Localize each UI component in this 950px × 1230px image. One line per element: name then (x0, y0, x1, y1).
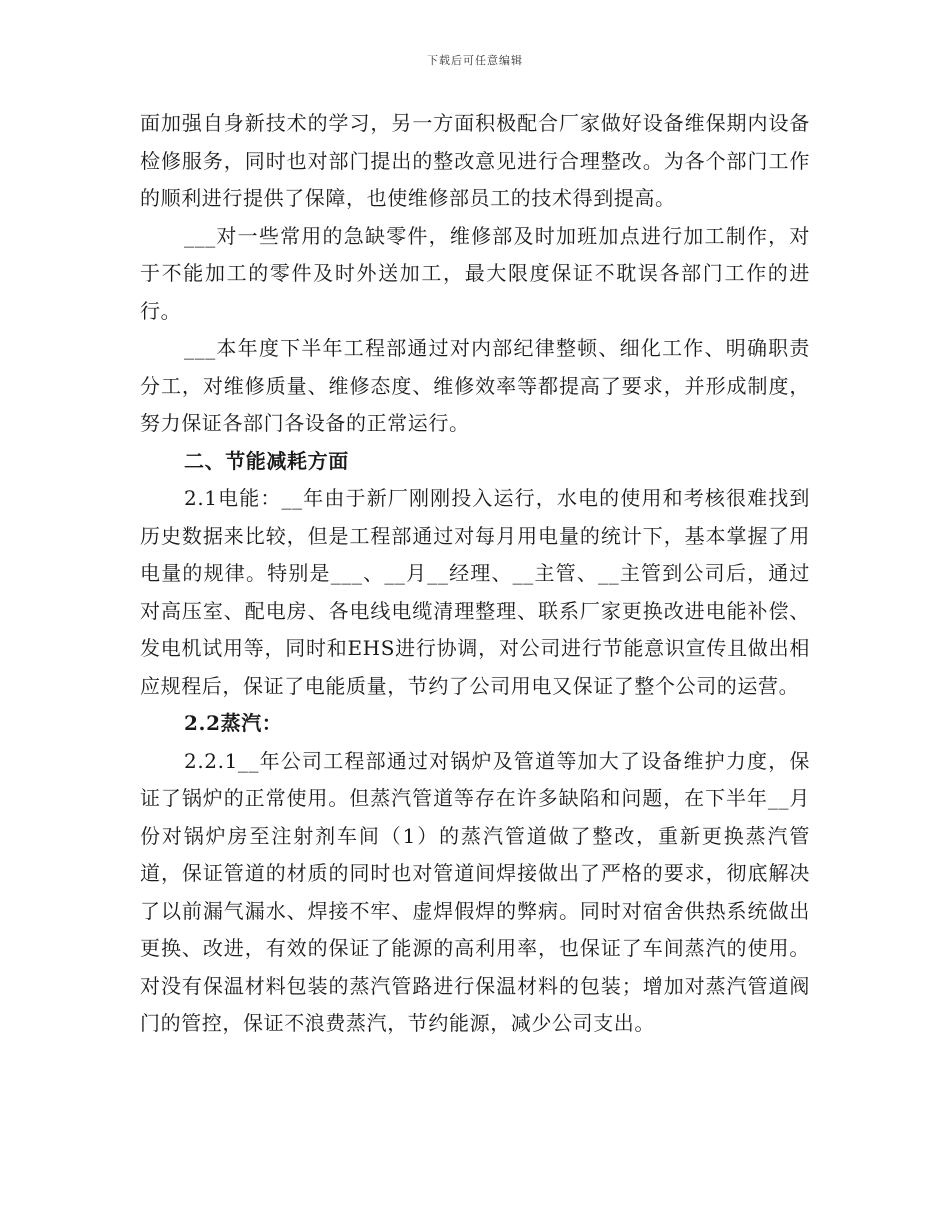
paragraph-discipline: ___本年度下半年工程部通过对内部纪律整顿、细化工作、明确职责分工，对维修质量、维修态度、维修效率等都提高了要求，并形成制度，努力保证各部门各设备的正常运行。 (140, 336, 810, 435)
paragraph-spare-parts: ___对一些常用的急缺零件，维修部及时加班加点进行加工制作，对于不能加工的零件及时外送加工，最大限度保证不耽误各部门工作的进行。 (140, 223, 810, 323)
page-header: 下载后可任意编辑 (427, 54, 523, 67)
section-heading-energy-saving: 二、节能减耗方面 (184, 448, 349, 473)
paragraph-technical-training: 面加强自身新技术的学习，另一方面积极配合厂家做好设备维保期内设备检修服务，同时也对部门提出的整改意见进行合理整改。为各个部门工作的顺利进行提供了保障，也使维修部员工的技术得到提高。 (140, 111, 810, 210)
paragraph-steam: 2.2.1__年公司工程部通过对锅炉及管道等加大了设备维护力度，保证了锅炉的正常使用。但蒸汽管道等存在许多缺陷和问题，在下半年__月份对锅炉房至注射剂车间（1）的蒸汽管道做了整改，重新更换蒸汽管道，保证管道的材质的同时也对管道间焊接做出了严格的要求，彻底解决了以前漏气漏水、焊接不牢、虚焊假焊的弊病。同时对宿舍供热系统做出更换、改进，有效的保证了能源的高利用率，也保证了车间蒸汽的使用。对没有保温材料包装的蒸汽管路进行保温材料的包装；增加对蒸汽管道阀门的管控，保证不浪费蒸汽，节约能源，减少公司支出。 (140, 748, 810, 1035)
paragraph-electricity: 2.1电能：__年由于新厂刚刚投入运行，水电的使用和考核很难找到历史数据来比较，但是工程部通过对每月用电量的统计下，基本掌握了用电量的规律。特别是___、__月__经理、__主管、__主管到公司后，通过对高压室、配电房、各电线电缆清理整理、联系厂家更换改进电能补偿、发电机试用等，同时和EHS进行协调，对公司进行节能意识宣传且做出相应规程后，保证了电能质量，节约了公司用电又保证了整个公司的运营。 (140, 486, 810, 698)
document-body (140, 105, 810, 1043)
section-heading-steam: 2.2蒸汽： (184, 711, 283, 735)
